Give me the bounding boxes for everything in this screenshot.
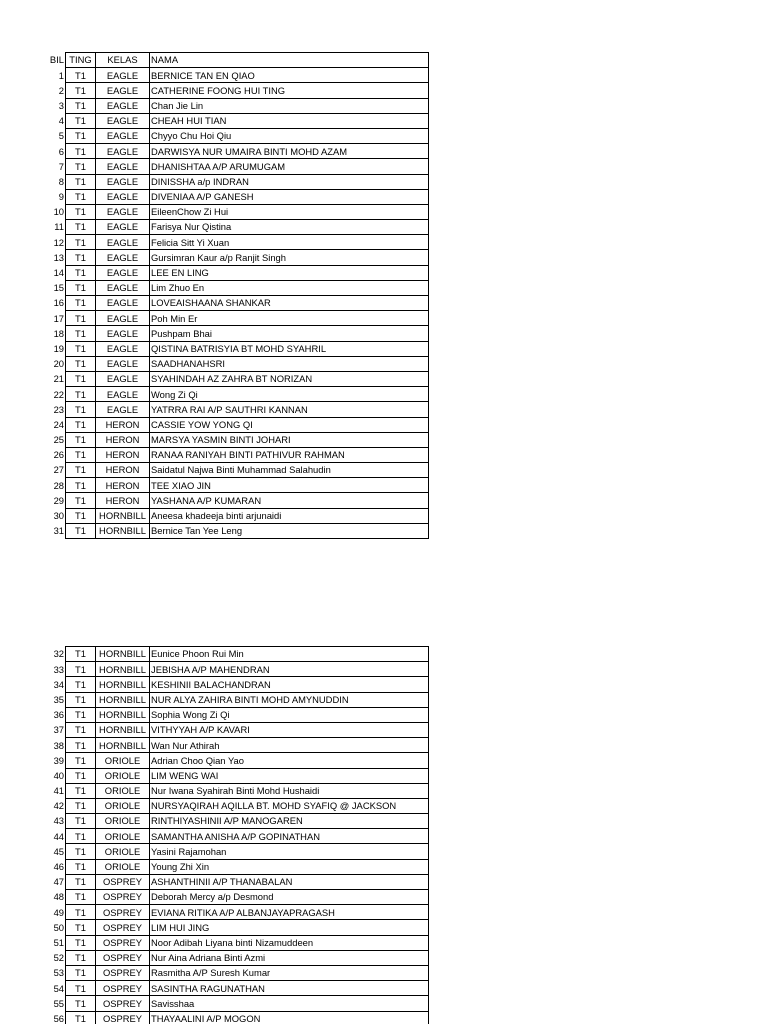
cell-nama: Nur Aina Adriana Binti Azmi <box>150 950 429 965</box>
cell-bil: 36 <box>53 709 64 721</box>
cell-ting: T1 <box>66 859 96 874</box>
cell-bil: 23 <box>53 403 64 415</box>
cell-nama: BERNICE TAN EN QIAO <box>150 68 429 83</box>
cell-kelas: ORIOLE <box>96 814 150 829</box>
cell-kelas: EAGLE <box>96 326 150 341</box>
cell-kelas: EAGLE <box>96 68 150 83</box>
cell-nama: Young Zhi Xin <box>150 859 429 874</box>
column-header-ting: TING <box>66 53 96 68</box>
cell-ting: T1 <box>66 950 96 965</box>
table-row <box>47 159 429 174</box>
cell-kelas: EAGLE <box>96 371 150 386</box>
table-row <box>47 144 429 159</box>
table-row <box>47 798 429 813</box>
cell-ting: T1 <box>66 174 96 189</box>
cell-ting: T1 <box>66 814 96 829</box>
table-row <box>47 387 429 402</box>
table-row <box>47 890 429 905</box>
cell-nama: SAADHANAHSRI <box>150 356 429 371</box>
cell-ting: T1 <box>66 905 96 920</box>
cell-bil: 32 <box>53 648 64 660</box>
cell-nama: KESHINII BALACHANDRAN <box>150 677 429 692</box>
cell-nama: TEE XIAO JIN <box>150 478 429 493</box>
cell-nama: Poh Min Er <box>150 311 429 326</box>
cell-bil: 15 <box>53 282 64 294</box>
cell-bil: 2 <box>58 84 64 96</box>
cell-nama: ASHANTHINII A/P THANABALAN <box>150 874 429 889</box>
cell-bil: 40 <box>53 769 64 781</box>
cell-ting: T1 <box>66 204 96 219</box>
cell-ting: T1 <box>66 432 96 447</box>
cell-ting: T1 <box>66 326 96 341</box>
cell-bil: 39 <box>53 754 64 766</box>
cell-nama: DHANISHTAA A/P ARUMUGAM <box>150 159 429 174</box>
cell-bil: 31 <box>53 525 64 537</box>
cell-ting: T1 <box>66 829 96 844</box>
cell-kelas: EAGLE <box>96 341 150 356</box>
cell-nama: LIM HUI JING <box>150 920 429 935</box>
cell-ting: T1 <box>66 738 96 753</box>
table-row <box>47 692 429 707</box>
student-list-table-1 <box>47 52 429 539</box>
cell-nama: Wan Nur Athirah <box>150 738 429 753</box>
cell-kelas: ORIOLE <box>96 753 150 768</box>
table-row <box>47 829 429 844</box>
cell-nama: YASHANA A/P KUMARAN <box>150 493 429 508</box>
cell-ting: T1 <box>66 220 96 235</box>
cell-bil: 33 <box>53 663 64 675</box>
cell-bil: 13 <box>53 251 64 263</box>
cell-bil: 7 <box>58 160 64 172</box>
table-row <box>47 113 429 128</box>
cell-ting: T1 <box>66 356 96 371</box>
cell-nama: Yasini Rajamohan <box>150 844 429 859</box>
table-row <box>47 950 429 965</box>
cell-kelas: HERON <box>96 463 150 478</box>
table-row <box>47 280 429 295</box>
cell-nama: Saidatul Najwa Binti Muhammad Salahudin <box>150 463 429 478</box>
cell-bil: 51 <box>53 936 64 948</box>
table-row <box>47 981 429 996</box>
column-header-nama: NAMA <box>150 53 429 68</box>
table-row <box>47 905 429 920</box>
cell-nama: EileenChow Zi Hui <box>150 204 429 219</box>
table-row <box>47 523 429 538</box>
cell-ting: T1 <box>66 965 96 980</box>
table-row <box>47 707 429 722</box>
cell-nama: MARSYA YASMIN BINTI JOHARI <box>150 432 429 447</box>
cell-bil: 9 <box>58 191 64 203</box>
cell-bil: 1 <box>58 69 64 81</box>
cell-bil: 45 <box>53 845 64 857</box>
cell-ting: T1 <box>66 235 96 250</box>
table-row <box>47 204 429 219</box>
table-body-1 <box>47 68 429 539</box>
cell-bil: 37 <box>53 724 64 736</box>
cell-bil: 6 <box>58 145 64 157</box>
cell-kelas: EAGLE <box>96 235 150 250</box>
cell-ting: T1 <box>66 144 96 159</box>
cell-ting: T1 <box>66 402 96 417</box>
table-row <box>47 478 429 493</box>
cell-kelas: HORNBILL <box>96 692 150 707</box>
cell-ting: T1 <box>66 159 96 174</box>
cell-kelas: EAGLE <box>96 387 150 402</box>
cell-kelas: EAGLE <box>96 220 150 235</box>
cell-kelas: HORNBILL <box>96 508 150 523</box>
cell-nama: DARWISYA NUR UMAIRA BINTI MOHD AZAM <box>150 144 429 159</box>
table-row <box>47 265 429 280</box>
cell-kelas: OSPREY <box>96 920 150 935</box>
table-row <box>47 189 429 204</box>
cell-nama: LIM WENG WAI <box>150 768 429 783</box>
cell-kelas: HORNBILL <box>96 707 150 722</box>
cell-nama: CHEAH HUI TIAN <box>150 113 429 128</box>
cell-kelas: EAGLE <box>96 189 150 204</box>
cell-nama: RANAA RANIYAH BINTI PATHIVUR RAHMAN <box>150 447 429 462</box>
cell-bil: 21 <box>53 373 64 385</box>
cell-ting: T1 <box>66 83 96 98</box>
cell-nama: Wong Zi Qi <box>150 387 429 402</box>
cell-kelas: HORNBILL <box>96 523 150 538</box>
cell-kelas: EAGLE <box>96 83 150 98</box>
cell-nama: Gursimran Kaur a/p Ranjit Singh <box>150 250 429 265</box>
cell-ting: T1 <box>66 493 96 508</box>
table-row <box>47 296 429 311</box>
table-row <box>47 326 429 341</box>
cell-ting: T1 <box>66 677 96 692</box>
cell-ting: T1 <box>66 920 96 935</box>
cell-nama: Eunice Phoon Rui Min <box>150 647 429 662</box>
cell-kelas: EAGLE <box>96 113 150 128</box>
cell-nama: Savisshaa <box>150 996 429 1011</box>
table-row <box>47 341 429 356</box>
cell-ting: T1 <box>66 692 96 707</box>
cell-ting: T1 <box>66 311 96 326</box>
cell-ting: T1 <box>66 844 96 859</box>
table-row <box>47 753 429 768</box>
table-row <box>47 677 429 692</box>
cell-nama: Noor Adibah Liyana binti Nizamuddeen <box>150 935 429 950</box>
cell-kelas: OSPREY <box>96 890 150 905</box>
table-row <box>47 311 429 326</box>
cell-kelas: EAGLE <box>96 311 150 326</box>
table-row <box>47 98 429 113</box>
cell-kelas: OSPREY <box>96 935 150 950</box>
table-row <box>47 174 429 189</box>
table-row <box>47 965 429 980</box>
cell-kelas: HORNBILL <box>96 722 150 737</box>
cell-bil: 49 <box>53 906 64 918</box>
cell-kelas: HERON <box>96 493 150 508</box>
cell-bil: 5 <box>58 130 64 142</box>
cell-ting: T1 <box>66 874 96 889</box>
table-row <box>47 371 429 386</box>
cell-kelas: HORNBILL <box>96 662 150 677</box>
cell-kelas: ORIOLE <box>96 768 150 783</box>
cell-kelas: EAGLE <box>96 174 150 189</box>
cell-kelas: ORIOLE <box>96 829 150 844</box>
table-body-2 <box>47 647 429 1024</box>
cell-nama: THAYAALINI A/P MOGON <box>150 1011 429 1024</box>
cell-nama: Rasmitha A/P Suresh Kumar <box>150 965 429 980</box>
table-row <box>47 417 429 432</box>
cell-bil: 54 <box>53 982 64 994</box>
cell-ting: T1 <box>66 707 96 722</box>
cell-ting: T1 <box>66 798 96 813</box>
cell-nama: DIVENIAA A/P GANESH <box>150 189 429 204</box>
cell-nama: JEBISHA A/P MAHENDRAN <box>150 662 429 677</box>
table-row <box>47 768 429 783</box>
cell-bil: 41 <box>53 785 64 797</box>
cell-nama: Deborah Mercy a/p Desmond <box>150 890 429 905</box>
cell-bil: 11 <box>54 221 64 233</box>
cell-kelas: EAGLE <box>96 159 150 174</box>
cell-bil: 10 <box>53 206 64 218</box>
table-row <box>47 935 429 950</box>
cell-ting: T1 <box>66 371 96 386</box>
cell-ting: T1 <box>66 890 96 905</box>
cell-bil: 50 <box>53 921 64 933</box>
cell-bil: 48 <box>53 891 64 903</box>
cell-bil: 24 <box>53 418 64 430</box>
cell-nama: Lim Zhuo En <box>150 280 429 295</box>
cell-bil: 27 <box>53 464 64 476</box>
cell-nama: Nur Iwana Syahirah Binti Mohd Hushaidi <box>150 783 429 798</box>
cell-bil: 46 <box>53 861 64 873</box>
cell-ting: T1 <box>66 508 96 523</box>
cell-nama: NURSYAQIRAH AQILLA BT. MOHD SYAFIQ @ JACKSON <box>150 798 429 813</box>
cell-ting: T1 <box>66 341 96 356</box>
cell-nama: LEE EN LING <box>150 265 429 280</box>
cell-nama: Felicia Sitt Yi Xuan <box>150 235 429 250</box>
cell-ting: T1 <box>66 523 96 538</box>
cell-kelas: OSPREY <box>96 965 150 980</box>
cell-ting: T1 <box>66 722 96 737</box>
cell-kelas: EAGLE <box>96 98 150 113</box>
table-row <box>47 250 429 265</box>
cell-bil: 30 <box>53 510 64 522</box>
cell-ting: T1 <box>66 417 96 432</box>
table-row <box>47 493 429 508</box>
cell-bil: 19 <box>53 342 64 354</box>
cell-bil: 28 <box>53 479 64 491</box>
cell-kelas: EAGLE <box>96 144 150 159</box>
cell-kelas: HORNBILL <box>96 677 150 692</box>
cell-kelas: OSPREY <box>96 1011 150 1024</box>
table-row <box>47 68 429 83</box>
cell-kelas: HERON <box>96 432 150 447</box>
cell-ting: T1 <box>66 189 96 204</box>
cell-nama: QISTINA BATRISYIA BT MOHD SYAHRIL <box>150 341 429 356</box>
cell-ting: T1 <box>66 128 96 143</box>
cell-bil: 4 <box>58 115 64 127</box>
table-row <box>47 662 429 677</box>
cell-ting: T1 <box>66 447 96 462</box>
cell-ting: T1 <box>66 647 96 662</box>
cell-nama: Chan Jie Lin <box>150 98 429 113</box>
table-row <box>47 783 429 798</box>
student-list-table-2 <box>47 646 429 1024</box>
cell-kelas: EAGLE <box>96 250 150 265</box>
column-header-kelas: KELAS <box>96 53 150 68</box>
cell-nama: SYAHINDAH AZ ZAHRA BT NORIZAN <box>150 371 429 386</box>
cell-nama: RINTHIYASHINII A/P MANOGAREN <box>150 814 429 829</box>
cell-kelas: EAGLE <box>96 204 150 219</box>
cell-ting: T1 <box>66 463 96 478</box>
cell-kelas: HORNBILL <box>96 738 150 753</box>
table-row <box>47 508 429 523</box>
table-row <box>47 647 429 662</box>
table-row <box>47 447 429 462</box>
cell-bil: 22 <box>53 388 64 400</box>
cell-nama: SASINTHA RAGUNATHAN <box>150 981 429 996</box>
cell-kelas: ORIOLE <box>96 844 150 859</box>
column-header-bil: BIL <box>49 54 64 66</box>
cell-ting: T1 <box>66 113 96 128</box>
cell-bil: 56 <box>53 1012 64 1024</box>
cell-bil: 8 <box>58 175 64 187</box>
table-row <box>47 463 429 478</box>
cell-ting: T1 <box>66 478 96 493</box>
cell-ting: T1 <box>66 68 96 83</box>
cell-bil: 18 <box>53 327 64 339</box>
cell-nama: Aneesa khadeeja binti arjunaidi <box>150 508 429 523</box>
cell-bil: 3 <box>58 99 64 111</box>
cell-ting: T1 <box>66 768 96 783</box>
cell-nama: NUR ALYA ZAHIRA BINTI MOHD AMYNUDDIN <box>150 692 429 707</box>
cell-kelas: HERON <box>96 478 150 493</box>
cell-bil: 25 <box>53 434 64 446</box>
table-row <box>47 220 429 235</box>
cell-kelas: OSPREY <box>96 981 150 996</box>
cell-nama: SAMANTHA ANISHA A/P GOPINATHAN <box>150 829 429 844</box>
cell-ting: T1 <box>66 296 96 311</box>
cell-bil: 34 <box>53 678 64 690</box>
cell-ting: T1 <box>66 280 96 295</box>
cell-bil: 26 <box>53 449 64 461</box>
cell-ting: T1 <box>66 387 96 402</box>
cell-kelas: EAGLE <box>96 296 150 311</box>
table-row <box>47 996 429 1011</box>
cell-ting: T1 <box>66 250 96 265</box>
cell-ting: T1 <box>66 753 96 768</box>
table-row <box>47 874 429 889</box>
table-row <box>47 128 429 143</box>
cell-nama: Farisya Nur Qistina <box>150 220 429 235</box>
table-row <box>47 432 429 447</box>
cell-ting: T1 <box>66 662 96 677</box>
cell-nama: Sophia Wong Zi Qi <box>150 707 429 722</box>
table-row <box>47 920 429 935</box>
cell-bil: 35 <box>53 693 64 705</box>
cell-bil: 53 <box>53 967 64 979</box>
cell-nama: LOVEAISHAANA SHANKAR <box>150 296 429 311</box>
cell-kelas: EAGLE <box>96 265 150 280</box>
cell-ting: T1 <box>66 935 96 950</box>
cell-nama: CATHERINE FOONG HUI TING <box>150 83 429 98</box>
cell-bil: 52 <box>53 952 64 964</box>
cell-ting: T1 <box>66 981 96 996</box>
cell-bil: 20 <box>53 358 64 370</box>
cell-nama: Bernice Tan Yee Leng <box>150 523 429 538</box>
cell-kelas: EAGLE <box>96 356 150 371</box>
cell-nama: VITHYYAH A/P KAVARI <box>150 722 429 737</box>
table-row <box>47 235 429 250</box>
cell-kelas: OSPREY <box>96 950 150 965</box>
cell-bil: 38 <box>53 739 64 751</box>
cell-nama: Adrian Choo Qian Yao <box>150 753 429 768</box>
header-row <box>47 53 429 68</box>
cell-nama: EVIANA RITIKA A/P ALBANJAYAPRAGASH <box>150 905 429 920</box>
table-row <box>47 859 429 874</box>
cell-kelas: ORIOLE <box>96 783 150 798</box>
cell-nama: YATRRA RAI A/P SAUTHRI KANNAN <box>150 402 429 417</box>
cell-nama: Pushpam Bhai <box>150 326 429 341</box>
cell-kelas: ORIOLE <box>96 859 150 874</box>
cell-kelas: EAGLE <box>96 280 150 295</box>
cell-ting: T1 <box>66 98 96 113</box>
table-row <box>47 402 429 417</box>
cell-nama: DINISSHA a/p INDRAN <box>150 174 429 189</box>
cell-kelas: EAGLE <box>96 402 150 417</box>
cell-bil: 44 <box>53 830 64 842</box>
table-row <box>47 356 429 371</box>
cell-nama: CASSIE YOW YONG QI <box>150 417 429 432</box>
cell-kelas: EAGLE <box>96 128 150 143</box>
cell-bil: 14 <box>53 267 64 279</box>
cell-kelas: OSPREY <box>96 996 150 1011</box>
table-row <box>47 814 429 829</box>
cell-ting: T1 <box>66 783 96 798</box>
cell-ting: T1 <box>66 265 96 280</box>
table-row <box>47 722 429 737</box>
table-row <box>47 738 429 753</box>
cell-ting: T1 <box>66 1011 96 1024</box>
cell-ting: T1 <box>66 996 96 1011</box>
cell-kelas: HORNBILL <box>96 647 150 662</box>
cell-bil: 55 <box>53 997 64 1009</box>
cell-kelas: OSPREY <box>96 874 150 889</box>
cell-bil: 47 <box>53 876 64 888</box>
cell-nama: Chyyo Chu Hoi Qiu <box>150 128 429 143</box>
cell-bil: 42 <box>53 800 64 812</box>
cell-kelas: HERON <box>96 417 150 432</box>
cell-bil: 12 <box>53 236 64 248</box>
cell-kelas: OSPREY <box>96 905 150 920</box>
table-row <box>47 1011 429 1024</box>
cell-bil: 16 <box>53 297 64 309</box>
cell-bil: 29 <box>53 494 64 506</box>
cell-bil: 43 <box>53 815 64 827</box>
cell-kelas: HERON <box>96 447 150 462</box>
cell-kelas: ORIOLE <box>96 798 150 813</box>
table-row <box>47 844 429 859</box>
cell-bil: 17 <box>53 312 64 324</box>
table-row <box>47 83 429 98</box>
